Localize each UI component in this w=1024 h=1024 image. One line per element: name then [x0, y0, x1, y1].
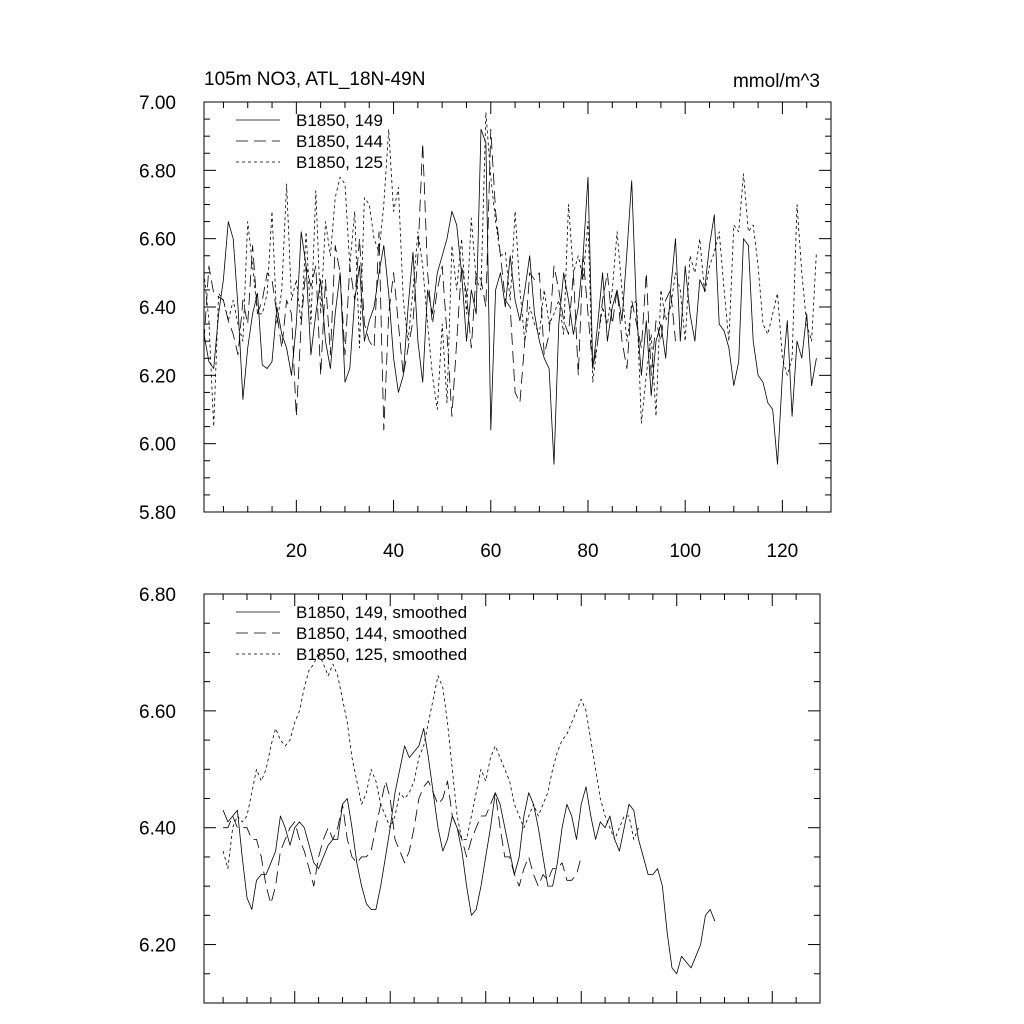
y-tick-label: 6.80 [139, 585, 176, 606]
x-tick-label: 40 [382, 541, 405, 562]
legend-label: B1850, 125 [296, 153, 383, 172]
chart-title: 105m NO3, ATL_18N-49N [204, 69, 426, 90]
y-tick-label: 6.40 [139, 818, 176, 840]
y-tick-label: 6.00 [139, 434, 176, 456]
y-tick-label: 6.20 [139, 935, 176, 957]
legend-label: B1850, 144, smoothed [296, 624, 468, 643]
y-tick-label: 7.00 [139, 93, 176, 114]
legend-label: B1850, 144 [296, 132, 383, 151]
x-tick-label: 20 [285, 541, 307, 562]
legend-label: B1850, 125, smoothed [296, 645, 468, 664]
y-tick-label: 6.20 [139, 366, 176, 388]
top-panel [139, 93, 831, 562]
legend-label: B1850, 149, smoothed [296, 603, 468, 622]
x-tick-label: 60 [480, 541, 502, 562]
bottom-panel [139, 585, 820, 1003]
series-line-solid [223, 728, 715, 973]
y-tick-label: 6.80 [139, 161, 176, 183]
legend-label: B1850, 149 [296, 111, 383, 130]
x-tick-label: 100 [669, 541, 702, 562]
chart-units: mmol/m^3 [732, 71, 820, 92]
x-tick-label: 80 [577, 541, 599, 562]
y-tick-label: 6.40 [139, 298, 176, 319]
y-tick-label: 6.60 [139, 229, 176, 251]
y-tick-label: 6.60 [139, 701, 176, 723]
x-tick-label: 120 [766, 541, 799, 562]
y-tick-label: 5.80 [139, 503, 176, 524]
